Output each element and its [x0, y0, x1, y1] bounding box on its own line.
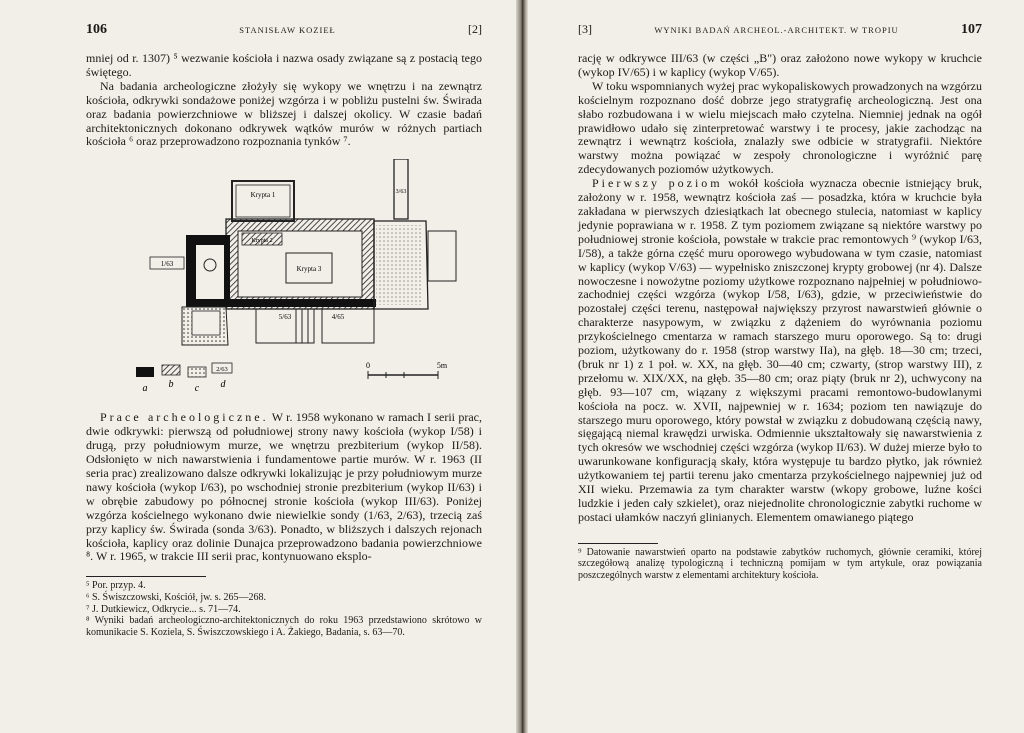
section-heading: Prace archeologiczne. — [100, 410, 269, 425]
legend-label-a: a — [142, 383, 148, 395]
legend-label-d: d — [220, 379, 226, 391]
church-plan-figure — [86, 159, 482, 409]
plan-label-4-65: 4/65 — [331, 313, 345, 322]
paragraph: rację w odkrywce III/63 (w części „B") oraz założono nowe wykopy w kruchcie (wykop IV/65) i w kaplicy (wykop V/65). — [578, 51, 982, 79]
legend-swatch-b — [162, 365, 180, 375]
legend-swatch-c — [188, 367, 206, 377]
paragraph: Na badania archeologiczne złożyły się wykopy we wnętrzu i na zewnątrz kościoła, odkrywki sondażowe poniżej wzgórza i w pobliżu pustelni św. Świrada oraz badania powierzchniowe w bliższej i dalszej okolicy. W czasie badań architektonicznych dokonano odkrywek wątków murów w różnych partiach kościoła ⁶ oraz przeprowadzono rozpoznania tynków ⁷. — [86, 78, 482, 149]
plan-label-1-63: 1/63 — [160, 260, 174, 269]
plan-label-krypta-3: Krypta 3 — [296, 265, 322, 274]
legend-label-c: c — [194, 383, 200, 395]
paragraph: W r. 1958 wykonano w ramach I serii prac, dwie odkrywki: pierwszą od południowej strony nawy kościoła (wykop I/58) i drugą, przy południowym murze, we wnętrzu prezbiterium (wykop II/58). Odsłonięto w nich nawarstwienia i fundamentowe partie murów. W r. 1963 (II seria prac) zrealizowano dalsze odkrywki lokalizując je przy południowym murze nawy kościoła (wykop I/63), po wschodniej stronie prezbiterium (wykop II/63) i w obrębie zabudowy po północnej stronie kościoła (wykop III/63). Poniżej wzgórza kościelnego wykonano dwie niewielkie sondy (1/63, 2/63), trzecią zaś przy kaplicy św. Świrada (sonda 3/63). Ponadto, w bliższych i dalszych rejonach kościoła, kaplicy oraz dolinie Dunajca przeprowadzono badania powierzchniowe ⁸. W r. 1965, w trakcie III serii prac, kontynuowano eksplo- — [86, 410, 482, 564]
page-number: 107 — [961, 22, 982, 37]
footnote: ⁶ S. Świszczowski, Kościół, jw. s. 265—268. — [86, 591, 267, 603]
paragraph: W toku wspomnianych wyżej prac wykopaliskowych prowadzonych na wzgórzu kościelnym rozpoznano dość dobrze jego stratygrafię archeologiczną. Jest ona słabo rozbudowana i w wielu miejscach mało czytelna. Niemniej jednak na ogół prawidłowo udało się zinterpretować warstwy i te procesy, jakie zachodząc na zewnątrz i wewnątrz kościoła, znalazły swe odbicie w stratygrafii. Niektóre warstwy można powiązać w zespoły chronologiczne i wyróżnić parę zdecydowanych poziomów użytkowych. — [578, 78, 982, 177]
running-head-author: STANISŁAW KOZIEŁ — [239, 25, 336, 35]
right-page — [528, 0, 1024, 733]
footnote: ⁸ Wyniki badań archeologiczno-architektonicznych do roku 1963 przedstawiono skrótowo w komunikacie S. Koziela, S. Świszczowskiego i A. Żakiego, Badania, s. 63—70. — [86, 615, 482, 638]
footnote: ⁹ Datowanie nawarstwień oparto na podstawie zabytków ruchomych, głównie ceramiki, której szczegółową analizę typologiczną i techniczną pomijam w tym artykule, oraz powiązania poszczególnych warstw z elementami architektury kościoła. — [578, 546, 982, 581]
plan-label-5-63: 5/63 — [278, 313, 292, 322]
left-body — [86, 52, 482, 149]
footnotes — [86, 580, 482, 638]
right-running-head — [578, 22, 982, 42]
book-gutter — [516, 0, 528, 733]
page-number: 106 — [86, 22, 107, 37]
scale-end: 5m — [436, 361, 448, 371]
legend-label-b: b — [168, 379, 174, 391]
section-marker: [2] — [468, 22, 482, 36]
paragraph: mniej od r. 1307) ⁵ wezwanie kościoła i nazwa osady związane są z postacią tego świętego. — [86, 51, 482, 79]
section-marker: [3] — [578, 22, 592, 36]
church-plan — [86, 159, 486, 404]
plan-label-krypta-2: Krypta 2 — [251, 238, 273, 245]
footnote-rule — [578, 543, 658, 544]
right-body — [578, 52, 982, 525]
legend-box-text: 2/63 — [216, 366, 228, 374]
left-running-head — [86, 22, 482, 42]
scale-zero: 0 — [366, 361, 370, 371]
paragraph: wokół kościoła wyznacza obecnie istniejący bruk, założony w r. 1958, wewnątrz kościoła zaś — posadzka, która w kruchcie była zakładana w pierwszych dziesiątkach lat obecnego stulecia, natomiast w kaplicy jedynie poprawiana w r. 1958. Z tym poziomem związane są niektóre warstwy po południowej stronie kościoła, powstałe w trakcie prac remontowych ⁹ (wykop I/63, I/58), a także górna część muru oporowego wybudowana w tym czasie, natomiast w kaplicy (wykop V/63) — wypełnisko zniszczonej krypty grobowej (nr 4). Dalsze nowoczesne i nowożytne poziomy użytkowe rozpoznano najpełniej w południowo-zachodniej części wzgórza (wykop I/58, I/63), gdzie, w przeciwieństwie do pozostałej części terenu, następował największy przyrost nawarstwień głównie o charakterze nasypowym, w związku z dążeniem do wyrównania poziomu przykościelnego cmentarza w ramach starszego muru oporowego. Są to: drugi poziom, użytkowany do r. 1958 (strop warstwy IIa), na głęb. 18—30 cm; trzeci, (bruk nr 1) z 1 poł. w. XX, na głęb. 30—40 cm; czwarty, (strop warstwy III), z przełomu w. XIX/XX, na głęb. 35—80 cm; oraz piąty (bruk nr 2), uchwycony na głęb. 93—107 cm, wiązany z większymi pracami remontowo-budowlanymi kościoła na pocz. w. XVII, najpewniej w r. 1634; poziom ten nawiązuje do starszego muru oporowego, który powstał w związku z dobudowaną częścią nawy, sięgającą niemal krawędzi urwiska. Odmiennie ukształtowały się nawarstwienia z tych okresów we wschodniej części wzgórza (wykop II/63). W dużej mierze było to uwarunkowane konfiguracją skały, która występuje tu bardzo płytko, jak również użytkowaniem tej partii terenu jako cmentarza przykościelnego najpewniej już od XII wieku. Przemawia za tym charakter warstw (wkopy grobowe, luźne kości ludzkie i jeden cały szkielet), oraz niejednolite chronologicznie zabytki ruchome w postaci ułamków naczyń glinianych. Elementem omawianego piątego — [578, 176, 982, 524]
left-body-2 — [86, 411, 482, 564]
footnote: ⁷ J. Dutkiewicz, Odkrycie... s. 71—74. — [86, 603, 241, 615]
footnote: ⁵ Por. przyp. 4. — [86, 580, 146, 592]
section-heading: Pierwszy poziom — [592, 176, 723, 191]
footnote-rule — [86, 576, 206, 577]
plan-label-3-63: 3/63 — [395, 189, 407, 196]
plan-label-krypta-1: Krypta 1 — [250, 191, 276, 200]
running-head-title: WYNIKI BADAŃ ARCHEOL.-ARCHITEKT. W TROPIU — [654, 25, 899, 35]
legend-swatch-a — [136, 367, 154, 377]
